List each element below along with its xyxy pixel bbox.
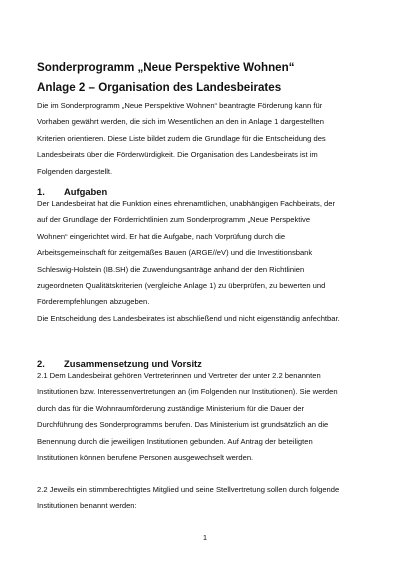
text-line: Förderempfehlungen abzugeben. bbox=[37, 297, 150, 307]
text-line: zugeordneten Qualitätskriterien (vergleiche Anlage 1) zu überprüfen, zu bewerten und bbox=[37, 281, 326, 291]
text-line: Kriterien orientieren. Diese Liste bildet zudem die Grundlage für die Entscheidung des bbox=[37, 133, 326, 143]
text-line: Benennung durch die jeweiligen Institutionen gebunden. Auf Antrag der beteiligten bbox=[37, 436, 313, 446]
text-line: Der Landesbeirat hat die Funktion eines ehrenamtlichen, unabhängigen Fachbeirats, der bbox=[37, 199, 336, 208]
text-line: Institutionen können berufene Personen ausgewechselt werden. bbox=[37, 453, 254, 463]
text-line: Arbeitsgemeinschaft für zeitgemäßes Bauen (ARGE//eV) und die Investitionsbank bbox=[37, 248, 313, 258]
text-line: Institutionen bzw. Interessenvertretungen an (im Folgenden nur Institutionen). Sie werden bbox=[37, 387, 338, 397]
text-line: Schleswig-Holstein (IB.SH) die Zuwendungsanträge anhand der den Richtlinien bbox=[37, 264, 305, 274]
text-line: Die Entscheidung des Landesbeirates ist abschließend und nicht eigenständig anfechtbar. bbox=[37, 313, 340, 323]
text-line: Wohnen“ eingerichtet wird. Er hat die Aufgabe, nach Vorprüfung durch die bbox=[37, 231, 286, 241]
section-zusammensetzung-paragraph-2 bbox=[37, 482, 377, 515]
section-title: Aufgaben bbox=[64, 186, 108, 197]
document-title: Sonderprogramm „Neue Perspektive Wohnen“ bbox=[37, 61, 295, 74]
text-line: auf der Grundlage der Förderrichtlinien zum Sonderprogramm „Neue Perspektive bbox=[37, 215, 311, 225]
text-line: Landesbeirats über die Förderwürdigkeit. Die Organisation des Landesbeirats ist im bbox=[37, 150, 318, 160]
section-number: 1. bbox=[37, 186, 45, 197]
section-aufgaben-paragraph bbox=[37, 196, 377, 327]
text-line: Folgenden dargestellt. bbox=[37, 166, 113, 176]
text-line: Vorhaben gewährt werden, die sich im Wesentlichen an den in Anlage 1 dargestellten bbox=[37, 117, 324, 127]
page-number: 1 bbox=[202, 533, 208, 542]
intro-paragraph bbox=[37, 98, 377, 180]
text-line: 2.1 Dem Landesbeirat gehören Vertreterinnen und Vertreter der unter 2.2 benannten bbox=[37, 371, 321, 380]
text-line: Institutionen benannt werden: bbox=[37, 501, 137, 511]
text-line: Die im Sonderprogramm „Neue Perspektive Wohnen“ beantragte Förderung kann für bbox=[37, 101, 323, 110]
text-line: 2.2 Jeweils ein stimmberechtigtes Mitglied und seine Stellvertretung sollen durch folgende bbox=[37, 485, 340, 494]
section-number: 2. bbox=[37, 358, 45, 369]
document-subtitle: Anlage 2 – Organisation des Landesbeirates bbox=[37, 81, 282, 94]
section-zusammensetzung-paragraph-1 bbox=[37, 368, 377, 466]
section-title: Zusammensetzung und Vorsitz bbox=[64, 358, 202, 369]
text-line: Durchführung des Sonderprogramms berufen. Das Ministerium ist grundsätzlich an die bbox=[37, 420, 329, 430]
text-line: durch das für die Wohnraumförderung zuständige Ministerium für die Dauer der bbox=[37, 403, 305, 413]
